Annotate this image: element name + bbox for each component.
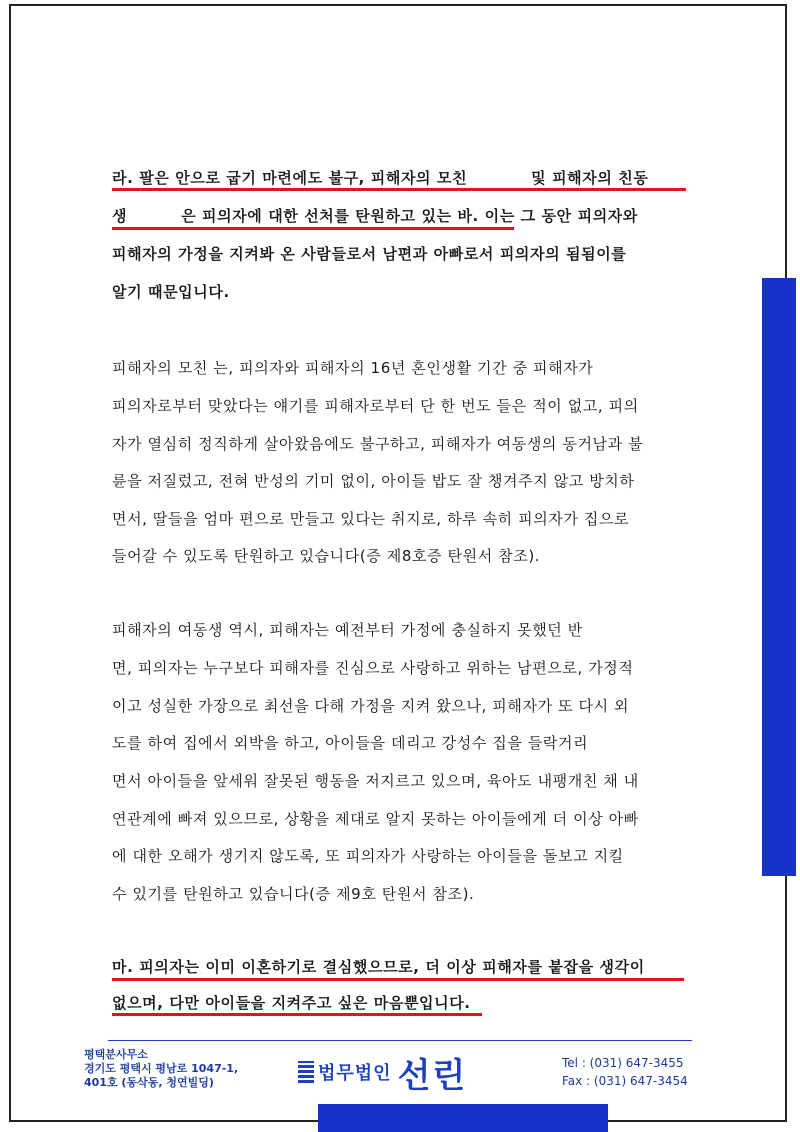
red-underline	[112, 227, 514, 230]
paragraph-line: 피해자의 여동생 역시, 피해자는 예전부터 가정에 충실하지 못했던 반	[112, 621, 583, 639]
section-ra-line-2	[112, 206, 638, 226]
footer-divider	[108, 1040, 692, 1041]
firm-logo	[298, 1050, 467, 1094]
paragraph-line: 도를 하여 집에서 외박을 하고, 아이들을 데리고 강성수 집을 들락거리	[112, 734, 589, 752]
paragraph-line: 면서 아이들을 앞세워 잘못된 행동을 저지르고 있으며, 육아도 내팽개친 채 내	[112, 772, 639, 790]
paragraph-line: 들어갈 수 있도록 탄원하고 있습니다(증 제8호증 탄원서 참조).	[112, 547, 541, 565]
red-underline	[112, 188, 686, 191]
section-ra-text-2a: 생	[112, 207, 128, 225]
address-line-1: 경기도 평택시 평남로 1047-1,	[84, 1062, 239, 1075]
paragraph-line: 피해자의 모친 는, 피의자와 피해자의 16년 혼인생활 기간 중 피해자가	[112, 359, 594, 377]
blue-side-bar	[762, 278, 796, 876]
section-ra-line-1	[112, 168, 648, 188]
paragraph-line: 자가 열심히 정직하게 살아왔음에도 불구하고, 피해자가 여동생의 동거남과 불	[112, 435, 644, 453]
section-ra-line-3: 피해자의 가정을 지켜봐 온 사람들로서 남편과 아빠로서 피의자의 됨됨이를	[112, 245, 627, 263]
footer-address	[84, 1048, 238, 1090]
red-underline	[112, 1013, 482, 1016]
section-ma-line-1: 마. 피의자는 이미 이혼하기로 결심했으므로, 더 이상 피해자를 붙잡을 생각이	[112, 958, 645, 976]
logo-mark-icon	[298, 1061, 314, 1083]
section-ra-text-2c: 이는 그 동안 피의자와	[478, 207, 638, 225]
logo-small-text: 법무법인	[318, 1063, 392, 1084]
logo-big-text: 선린	[397, 1055, 468, 1096]
section-ra-line-4: 알기 때문입니다.	[112, 283, 230, 301]
footer-contact	[562, 1054, 688, 1090]
paragraph-line: 면서, 딸들을 엄마 편으로 만들고 있다는 취지로, 하루 속히 피의자가 집으로	[112, 510, 630, 528]
paragraph-line: 면, 피의자는 누구보다 피해자를 진심으로 사랑하고 위하는 남편으로, 가정적	[112, 659, 634, 677]
paragraph-line: 이고 성실한 가장으로 최선을 다해 가정을 지켜 왔으나, 피해자가 또 다시 외	[112, 697, 630, 715]
fax: Fax : (031) 647-3454	[562, 1074, 688, 1088]
paragraph-line: 륜을 저질렀고, 전혀 반성의 기미 없이, 아이들 밥도 잘 챙겨주지 않고 방치하	[112, 472, 635, 490]
red-underline	[112, 978, 684, 981]
section-ra-text-1b: 및 피해자의 친동	[531, 169, 649, 187]
section-ra-text-2b: 은 피의자에 대한 선처를 탄원하고 있는 바.	[181, 207, 479, 225]
paragraph-line: 수 있기를 탄원하고 있습니다(증 제9호 탄원서 참조).	[112, 885, 475, 903]
address-line-2: 401호 (동삭동, 청연빌딩)	[84, 1076, 214, 1089]
section-ra-text-1a: 라. 팔은 안으로 굽기 마련에도 불구, 피해자의 모친	[112, 169, 468, 187]
blue-bottom-block	[318, 1104, 608, 1132]
paragraph-line: 피의자로부터 맞았다는 얘기를 피해자로부터 단 한 번도 들은 적이 없고, 피의	[112, 397, 639, 415]
section-ma-line-2: 없으며, 다만 아이들을 지켜주고 싶은 마음뿐입니다.	[112, 994, 471, 1012]
office-name: 평택분사무소	[84, 1048, 148, 1061]
paragraph-line: 에 대한 오해가 생기지 않도록, 또 피의자가 사랑하는 아이들을 돌보고 지킬	[112, 847, 624, 865]
telephone: Tel : (031) 647-3455	[562, 1056, 684, 1070]
paragraph-line: 연관계에 빠져 있으므로, 상황을 제대로 알지 못하는 아이들에게 더 이상 아빠	[112, 810, 639, 828]
